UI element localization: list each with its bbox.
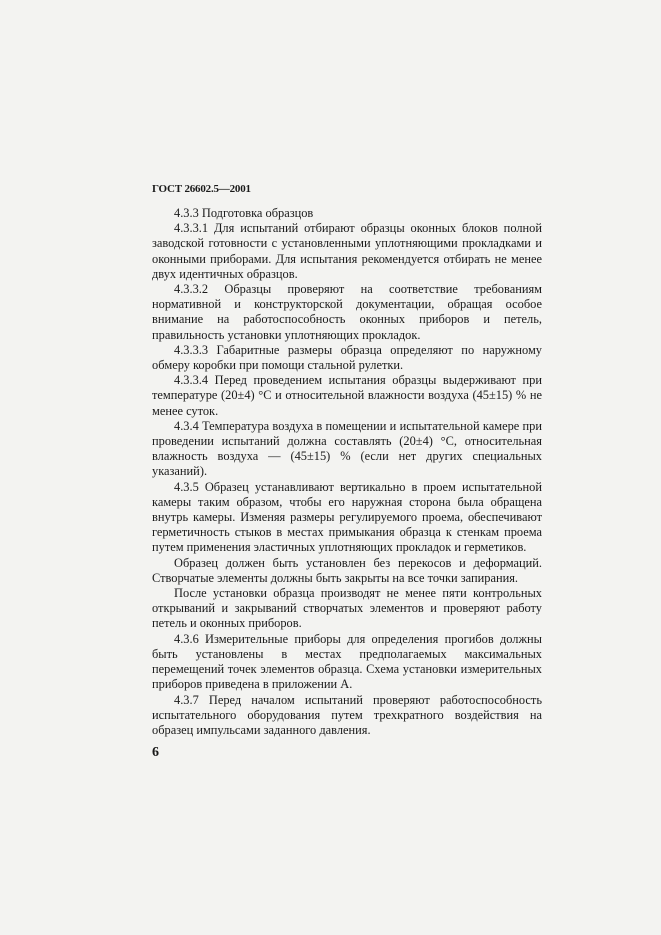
- page-number: 6: [152, 745, 159, 760]
- paragraph: 4.3.5 Образец устанавливают вертикально в проем испытательной камеры таким образом, чтобы его наружная сторона была обращена внутрь камеры. Изменяя размеры регулируемого проема, обеспечивают герметичность стыков в местах примыкания образца к стенкам проема путем применения эластичных уплотняющих прокладок и герметиков.: [152, 479, 542, 555]
- paragraph: 4.3.3.1 Для испытаний отбирают образцы оконных блоков полной заводской готовности с установленными уплотняющими прокладками и оконными приборами. Для испытания рекомендуется отбирать не менее двух идентичных образцов.: [152, 221, 542, 281]
- paragraph: Образец должен быть установлен без перекосов и деформаций. Створчатые элементы должны быть закрыты на все точки запирания.: [152, 555, 542, 585]
- paragraph: 4.3.3.2 Образцы проверяют на соответствие требованиям нормативной и конструкторской документации, обращая особое внимание на работоспособность оконных приборов и петель, правильность установки уплотняющих прокладок.: [152, 282, 542, 342]
- paragraph: 4.3.7 Перед началом испытаний проверяют работоспособность испытательного оборудования путем трехкратного воздействия на образец импульсами заданного давления.: [152, 692, 542, 737]
- paragraph: 4.3.4 Температура воздуха в помещении и испытательной камере при проведении испытаний должна составлять (20±4) °С, относительная влажность воздуха — (45±15) % (если нет других специальных указаний).: [152, 418, 542, 479]
- section-title: 4.3.3 Подготовка образцов: [174, 206, 314, 220]
- body-text: [152, 206, 542, 738]
- paragraph: После установки образца производят не менее пяти контрольных открываний и закрываний створчатых элементов и проверяют работу петель и оконных приборов.: [152, 586, 542, 631]
- standard-header: ГОСТ 26602.5—2001: [152, 183, 251, 195]
- paragraph: 4.3.3.3 Габаритные размеры образца определяют по наружному обмеру коробки при помощи стальной рулетки.: [152, 342, 542, 373]
- paragraph: 4.3.6 Измерительные приборы для определения прогибов должны быть установлены в местах предполагаемых максимальных перемещений точек элементов образца. Схема установки измерительных приборов приведена в приложении А.: [152, 631, 542, 692]
- paragraph: 4.3.3.4 Перед проведением испытания образцы выдерживают при температуре (20±4) °С и относительной влажности воздуха (45±15) % не менее суток.: [152, 373, 542, 418]
